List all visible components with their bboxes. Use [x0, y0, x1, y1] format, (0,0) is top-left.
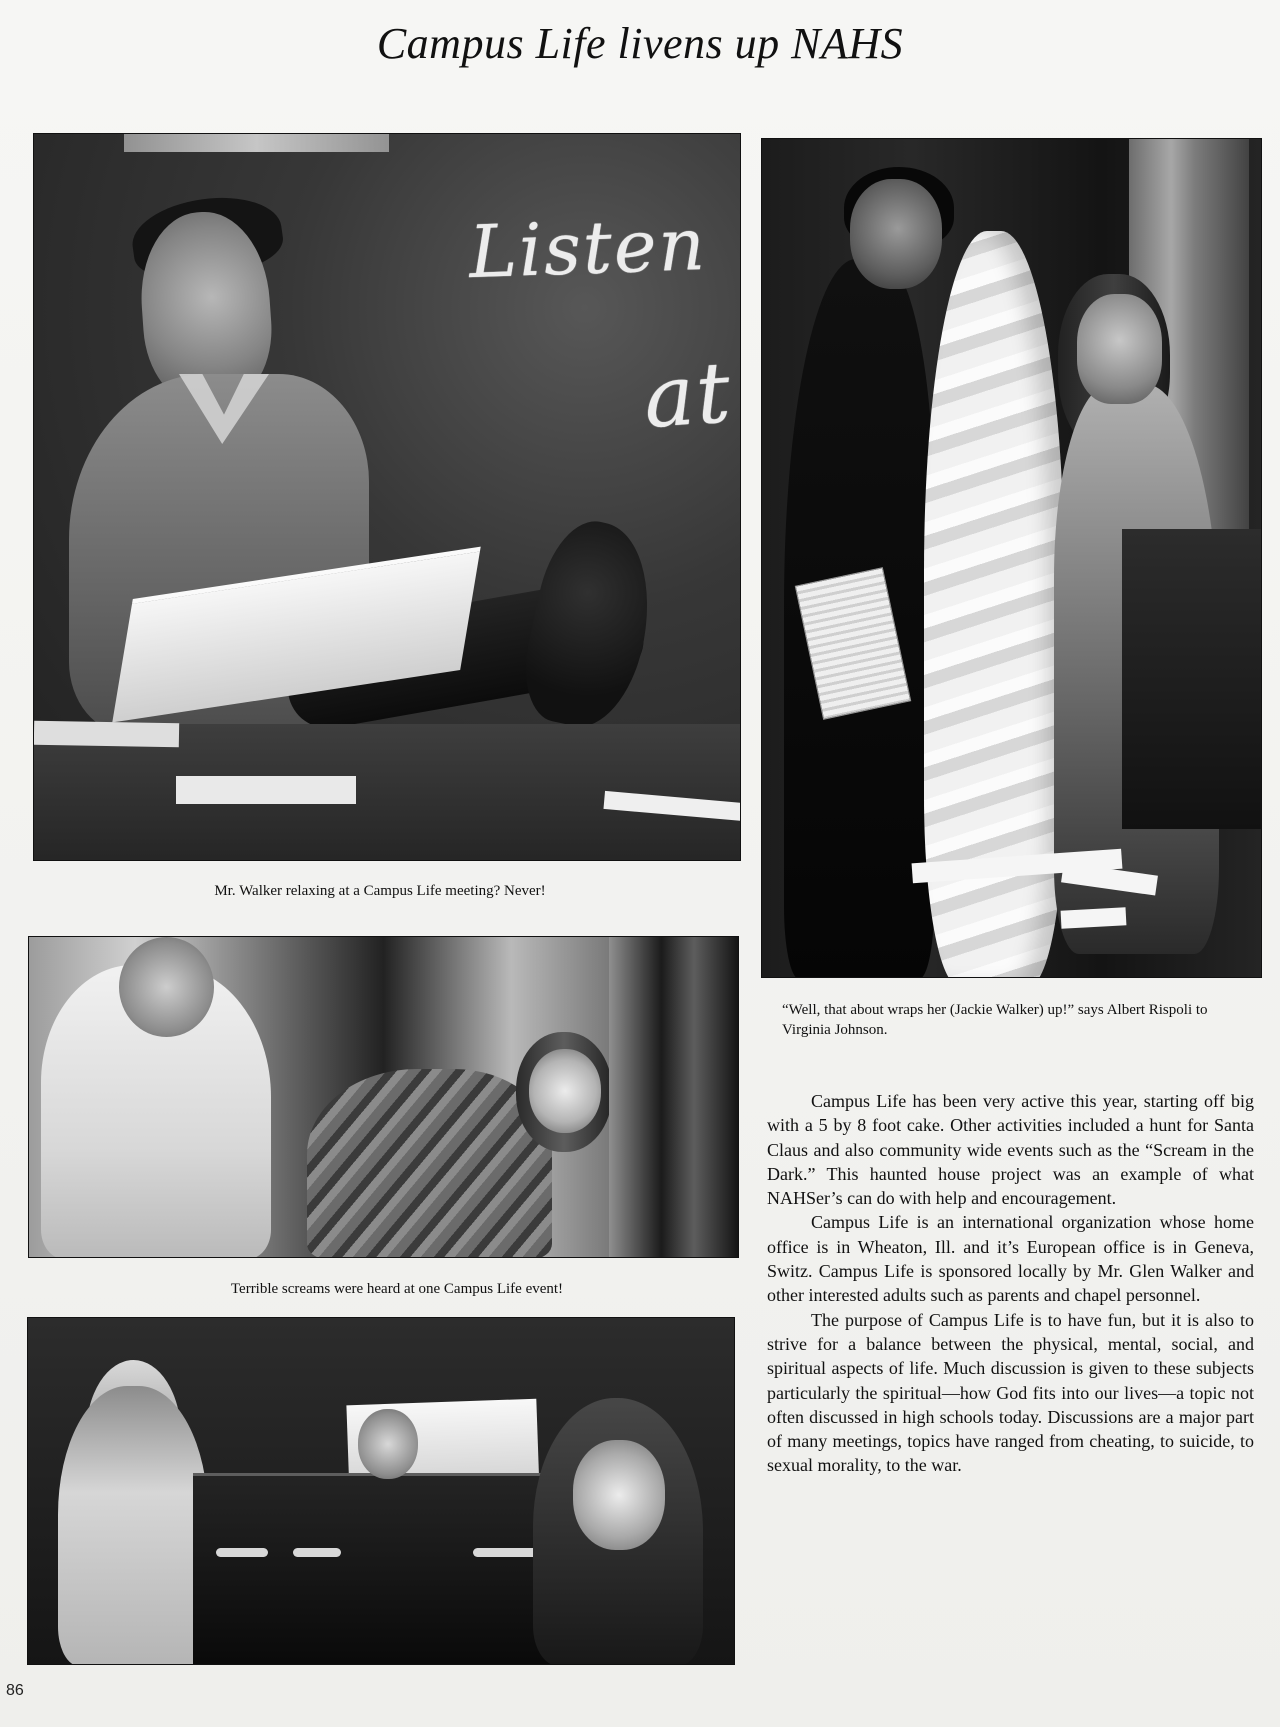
article-paragraph-3: The purpose of Campus Life is to have fun, but it is also to strive for a balance between the physical, mental, social, and spiritual aspects of life. Much discussion is given to these subjects particularly the spiritual—how God fits into our lives—a topic not often discussed in high schools today. Discussions are a major part of many meetings, topics have ranged from cheating, to suicide, to sexual morality, to the war. [767, 1309, 1254, 1476]
caption-photo2: “Well, that about wraps her (Jackie Walker) up!” says Albert Rispoli to Virginia Johnson. [782, 1002, 1208, 1038]
photo-coffin [27, 1317, 735, 1665]
page-title: Campus Life livens up NAHS [376, 19, 904, 68]
coffin-handle [293, 1548, 341, 1557]
photo-mr-walker [33, 133, 741, 861]
caption-photo1: Mr. Walker relaxing at a Campus Life meeting? Never! [214, 883, 546, 899]
coffin-handle [473, 1548, 539, 1557]
girl-face [529, 1049, 601, 1133]
girl-head [1077, 294, 1162, 404]
photo-screams [28, 936, 739, 1258]
desk-paper [34, 721, 179, 748]
desk-paper [176, 776, 356, 804]
teacher-shoe [514, 513, 666, 737]
boy-face [358, 1409, 418, 1479]
left-face [119, 937, 214, 1037]
article-body [767, 1089, 1254, 1478]
article-paragraph-1: Campus Life has been very active this year, starting off big with a 5 by 8 foot cake. Other activities included a hunt for Santa Claus and also community wide events such as the “Scream in the Dark.” This haunted house project was an example of what NAHSer’s can do with help and encouragement. [767, 1091, 1254, 1209]
page-number: 86 [6, 1682, 24, 1699]
photo-mummy-wrap [761, 138, 1262, 978]
board-strip [124, 134, 389, 152]
man-head [850, 179, 942, 289]
chalk-word-listen: Listen [467, 201, 709, 295]
coffin-handle [216, 1548, 268, 1557]
left-figure [58, 1386, 208, 1665]
chalk-word-at: at [640, 343, 736, 447]
caption-photo3: Terrible screams were heard at one Campus Life event! [230, 1281, 564, 1297]
floor-paper [1061, 907, 1127, 928]
right-panel [609, 937, 739, 1258]
right-face [573, 1440, 665, 1550]
article-paragraph-2: Campus Life is an international organization whose home office is in Wheaton, Ill. and it’s European office is in Geneva, Switz. Campus Life is sponsored locally by Mr. Glen Walker and other interested adults such as parents and chapel personnel. [767, 1212, 1254, 1306]
counter [1122, 529, 1262, 829]
